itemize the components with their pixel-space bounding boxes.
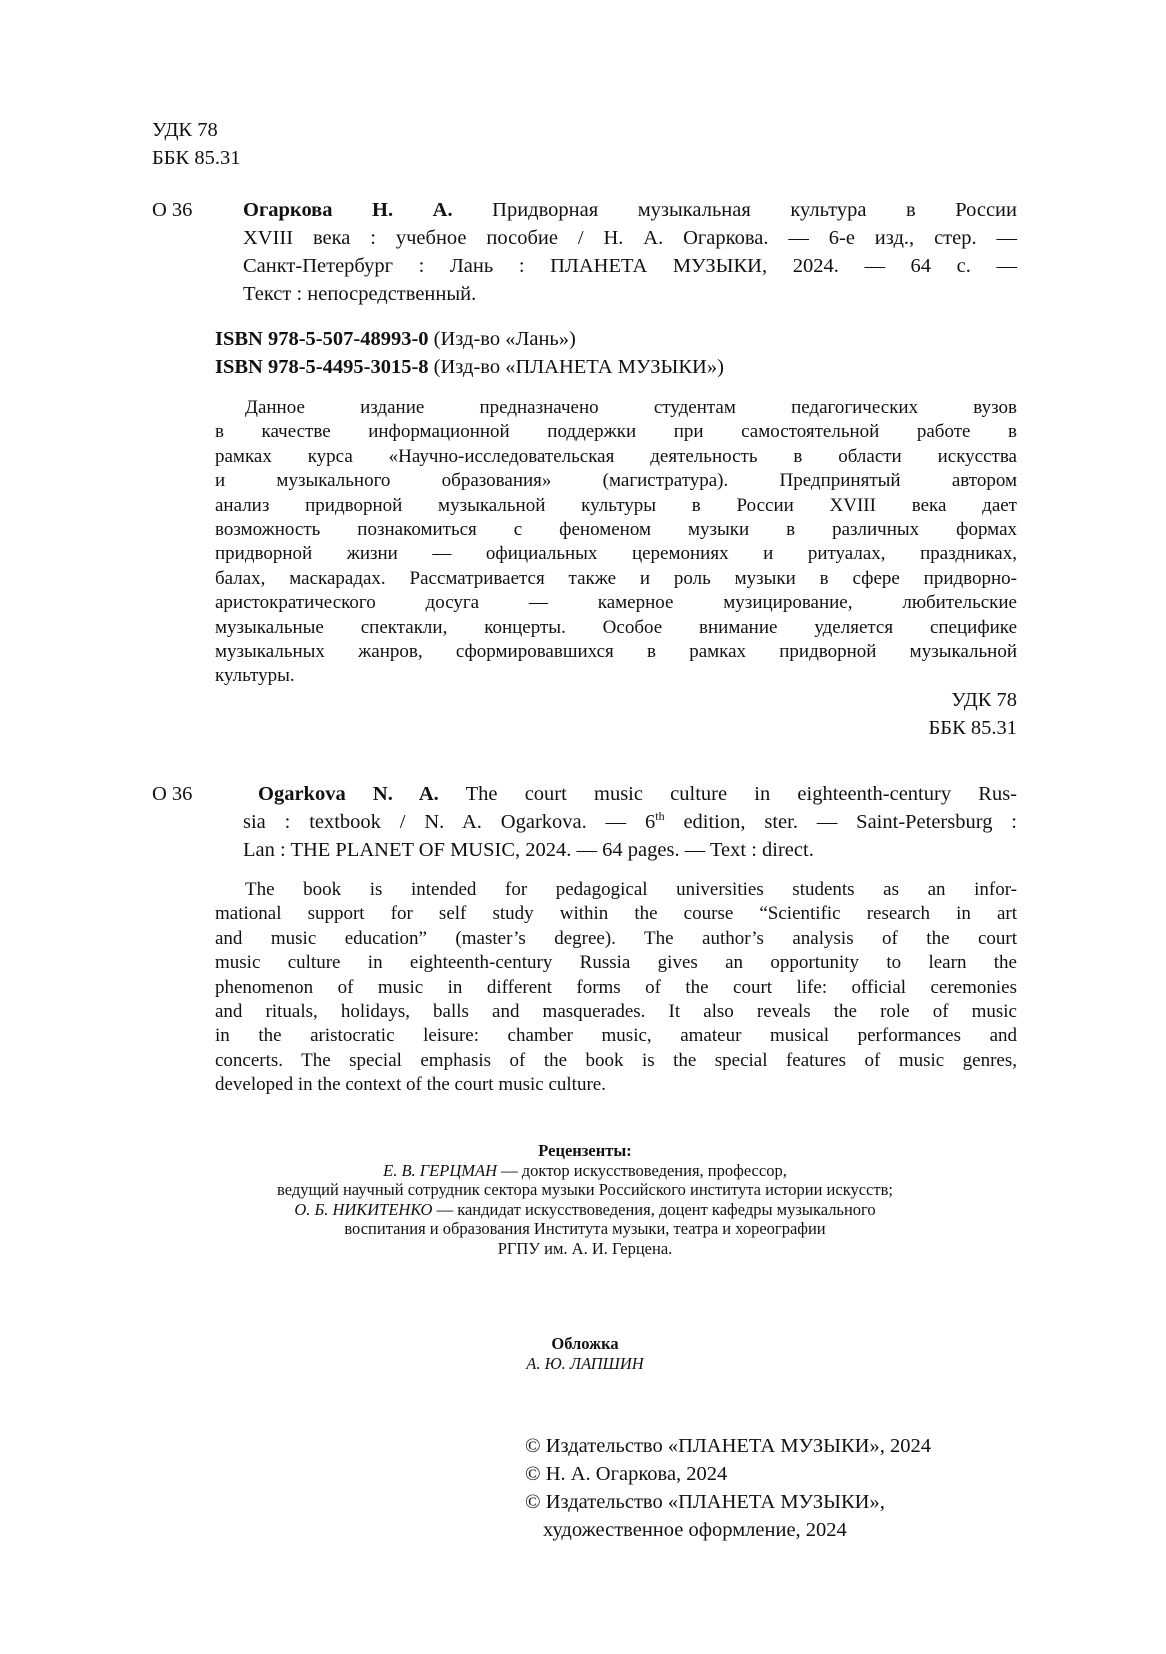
en-abstract-line: concerts. The special emphasis of the book is the special features of music genres, xyxy=(215,1049,1017,1071)
isbn-block xyxy=(215,325,724,381)
en-abstract-line: and music education” (master’s degree). The author’s analysis of the court xyxy=(215,927,1017,949)
reviewer-line xyxy=(150,1200,1020,1220)
reviewer-name: О. Б. НИКИТЕНКО xyxy=(294,1199,433,1219)
en-abstract-line: and rituals, holidays, balls and masquerades. It also reveals the role of music xyxy=(215,1001,1017,1023)
ru-abstract-line: культуры. xyxy=(215,665,295,687)
en-abstract-line: music culture in eighteenth-century Russia gives an opportunity to learn the xyxy=(215,952,1017,974)
isbn-number: ISBN 978-5-4495-3015-8 xyxy=(215,356,429,378)
bbk-code: ББК 85.31 xyxy=(928,717,1017,739)
udk-code: УДК 78 xyxy=(152,119,218,141)
reviewer-line: РГПУ им. А. И. Герцена. xyxy=(497,1238,673,1258)
ru-abstract xyxy=(215,396,1017,689)
en-entry-line-1 xyxy=(258,780,1017,808)
en-abstract-line: The book is intended for pedagogical universities students as an infor- xyxy=(245,879,1017,900)
cover-designer: А. Ю. ЛАПШИН xyxy=(526,1353,644,1373)
ru-abstract-line: и музыкального образования» (магистратура). Предпринятый автором xyxy=(215,470,1017,492)
ru-entry-line-1 xyxy=(243,196,1017,224)
en-abstract xyxy=(215,878,1017,1098)
reviewer-credentials: — кандидат искусствоведения, доцент кафедры музыкального xyxy=(432,1199,876,1219)
ru-abstract-line: рамках курса «Научно-исследовательская деятельность в области искусства xyxy=(215,445,1017,467)
en-entry-code: О 36 xyxy=(152,783,193,805)
ru-abstract-line: аристократического досуга — камерное музицирование, любительские xyxy=(215,592,1017,614)
ru-entry-author: Огаркова Н. А. xyxy=(243,199,453,221)
ru-bibliographic-entry xyxy=(243,196,1017,308)
copyright-line: © Н. А. Огаркова, 2024 xyxy=(525,1463,728,1485)
ru-entry-line-2: XVIII века : учебное пособие / Н. А. Огаркова. — 6-е изд., стер. — xyxy=(243,227,1017,249)
en-abstract-line: in the aristocratic leisure: chamber music, amateur musical performances and xyxy=(215,1025,1017,1047)
en-bibliographic-entry-cont xyxy=(243,808,1017,864)
isbn-line xyxy=(215,353,724,381)
ru-entry-line-3: Санкт-Петербург : Лань : ПЛАНЕТА МУЗЫКИ, 2024. — 64 с. — xyxy=(243,255,1017,277)
ru-abstract-line: Данное издание предназначено студентам педагогических вузов xyxy=(245,397,1017,418)
isbn-number: ISBN 978-5-507-48993-0 xyxy=(215,328,429,350)
isbn-line xyxy=(215,325,724,353)
en-entry-line-2 xyxy=(243,808,1017,836)
copyright-block xyxy=(525,1432,931,1544)
udk-header xyxy=(152,116,240,172)
ru-entry-title: Придворная музыкальная культура в России xyxy=(452,199,1018,221)
en-abstract-line: developed in the context of the court music culture. xyxy=(215,1074,606,1096)
reviewers-heading: Рецензенты: xyxy=(538,1141,632,1160)
superscript: th xyxy=(655,809,665,824)
ru-entry-code: О 36 xyxy=(152,199,193,221)
en-entry-title: The court music culture in eighteenth-century Rus- xyxy=(438,783,1017,805)
reviewer-line: ведущий научный сотрудник сектора музыки Российского института истории искусств; xyxy=(277,1180,893,1199)
udk-code: УДК 78 xyxy=(951,689,1017,711)
reviewer-line: воспитания и образования Института музыки, театра и хореографии xyxy=(344,1219,826,1238)
en-entry-line-2-a: sia : textbook / N. A. Ogarkova. — 6 xyxy=(243,811,656,833)
cover-heading: Обложка xyxy=(551,1334,619,1353)
isbn-publisher: (Изд-во «Лань») xyxy=(428,328,576,350)
en-entry-author: Ogarkova N. A. xyxy=(258,783,439,805)
ru-entry-line-4: Текст : непосредственный. xyxy=(243,283,477,305)
en-abstract-line: mational support for self study within the course “Scientific research in art xyxy=(215,903,1017,925)
reviewers-block xyxy=(150,1141,1020,1258)
reviewer-line xyxy=(150,1161,1020,1181)
cover-block xyxy=(150,1334,1020,1373)
en-abstract-line: phenomenon of music in different forms of the court life: official ceremonies xyxy=(215,976,1017,998)
copyright-line: © Издательство «ПЛАНЕТА МУЗЫКИ», xyxy=(525,1491,885,1513)
copyright-line: © Издательство «ПЛАНЕТА МУЗЫКИ», 2024 xyxy=(525,1435,931,1457)
bbk-code: ББК 85.31 xyxy=(152,147,241,169)
reviewer-name: Е. В. ГЕРЦМАН xyxy=(383,1160,497,1180)
ru-abstract-line: анализ придворной музыкальной культуры в России XVIII века дает xyxy=(215,494,1017,516)
ru-abstract-line: балах, маскарадах. Рассматривается также и роль музыки в сфере придворно- xyxy=(215,567,1017,589)
isbn-publisher: (Изд-во «ПЛАНЕТА МУЗЫКИ») xyxy=(428,356,724,378)
ru-abstract-line: возможность познакомиться с феноменом музыки в различных формах xyxy=(215,519,1017,541)
en-bibliographic-entry xyxy=(258,780,1017,808)
en-entry-line-2-b: edition, ster. — Saint-Petersburg : xyxy=(664,811,1018,833)
ru-abstract-line: в качестве информационной поддержки при самостоятельной работе в xyxy=(215,421,1017,443)
copyright-line: художественное оформление, 2024 xyxy=(543,1519,847,1541)
reviewer-credentials: — доктор искусствоведения, профессор, xyxy=(497,1160,787,1180)
ru-abstract-line: музыкальных жанров, сформировавшихся в рамках придворной музыкальной xyxy=(215,641,1017,663)
udk-right xyxy=(817,686,1017,742)
ru-abstract-line: придворной жизни — официальных церемониях и ритуалах, праздниках, xyxy=(215,543,1017,565)
en-entry-line-3: Lan : THE PLANET OF MUSIC, 2024. — 64 pages. — Text : direct. xyxy=(243,839,814,861)
ru-abstract-line: музыкальные спектакли, концерты. Особое внимание уделяется специфике xyxy=(215,616,1017,638)
